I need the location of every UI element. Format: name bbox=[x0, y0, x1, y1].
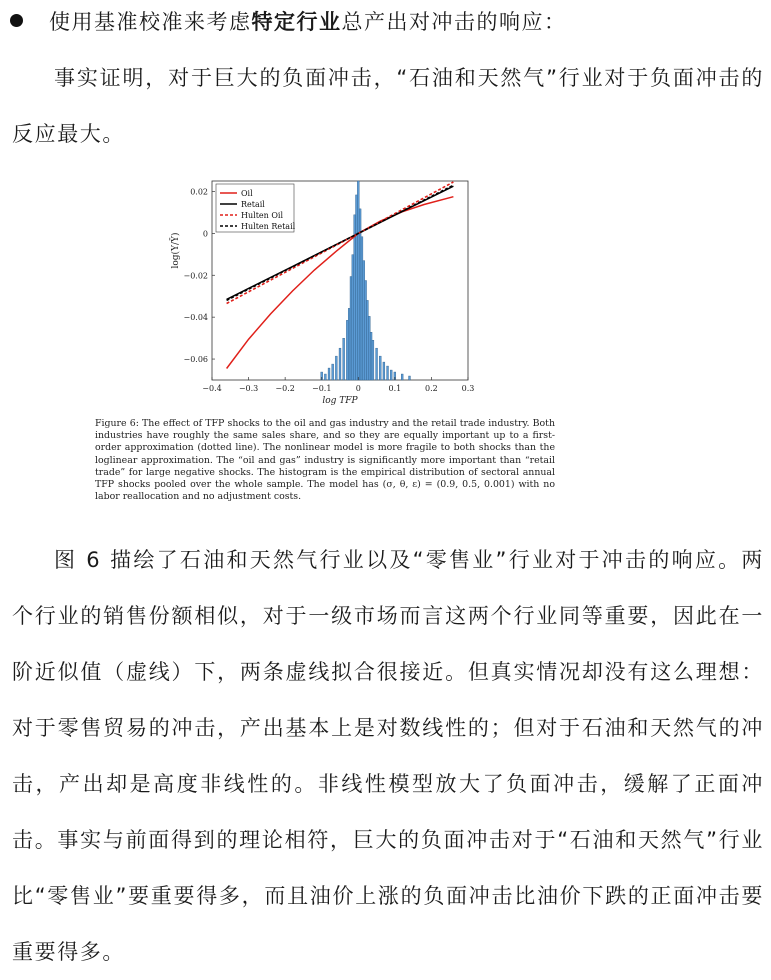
histogram-bar bbox=[383, 362, 385, 380]
histogram-bar bbox=[379, 356, 381, 380]
histogram-bar bbox=[328, 368, 330, 380]
histogram-bar bbox=[348, 308, 350, 380]
histogram-bar bbox=[354, 215, 356, 380]
histogram-bar bbox=[350, 277, 352, 380]
paragraph-figure-discussion: 图 6 描绘了石油和天然气行业以及“零售业”行业对于冲击的响应。两个行业的销售份额相似，对于一级市场而言这两个行业同等重要，因此在一阶近似值（虚线）下，两条虚线拟合很接近。但真实情况却没有这么理想：对于零售贸易的冲击，产出基本上是对数线性的；但对于石油和天然气的冲击，产出却是高度非线性的。非线性模型放大了负面冲击，缓解了正面冲击。事实与前面得到的理论相符，巨大的负面冲击对于“石油和天然气”行业比“零售业”要重要得多，而且油价上涨的负面冲击比油价下跌的正面冲击要重要得多。 bbox=[12, 548, 764, 964]
bullet-text-post: 总产出对冲击的响应： bbox=[341, 10, 567, 34]
histogram-bar bbox=[335, 356, 337, 380]
figure-6-chart bbox=[168, 175, 478, 410]
histogram-bar bbox=[339, 348, 341, 380]
legend-entry: Hulten Retail bbox=[241, 222, 296, 231]
histogram-bar bbox=[361, 237, 363, 380]
histogram-bar bbox=[346, 320, 348, 380]
x-tick-label: −0.4 bbox=[202, 384, 222, 393]
y-tick-label: −0.06 bbox=[183, 355, 208, 365]
legend bbox=[216, 184, 296, 232]
histogram-bar bbox=[343, 338, 345, 380]
histogram-bar bbox=[376, 348, 378, 380]
histogram-bar bbox=[356, 195, 358, 380]
chart-svg bbox=[168, 175, 478, 410]
histogram-bar bbox=[324, 374, 326, 380]
histogram-bar bbox=[359, 209, 361, 380]
histogram-bar bbox=[401, 374, 403, 380]
x-tick-label: 0 bbox=[355, 384, 361, 393]
x-tick-label: 0.2 bbox=[425, 384, 438, 393]
x-tick-label: −0.2 bbox=[275, 384, 295, 393]
histogram-bar bbox=[390, 370, 392, 380]
histogram-bar bbox=[357, 181, 359, 380]
paragraph-oil-gas-response: 事实证明，对于巨大的负面冲击，“石油和天然气”行业对于负面冲击的反应最大。 bbox=[12, 66, 764, 146]
histogram-bar bbox=[409, 376, 411, 380]
legend-entry: Hulten Oil bbox=[241, 211, 284, 220]
figure-caption: Figure 6: The effect of TFP shocks to the oil and gas industry and the retail trade industry. Both industries have roughly the same sales share, and so they are equally important up to a first-order approximation (dotted line). The nonlinear model is more fragile to both shocks than the loglinear approximation. The “oil and gas” industry is significantly more important than “retail trade” for large negative shocks. The histogram is the empirical distribution of sectoral annual TFP shocks pooled over the whole sample. The model has (σ, θ, ε) = (0.9, 0.5, 0.001) with no labor reallocation and no adjustment costs. bbox=[95, 418, 555, 503]
histogram-bar bbox=[365, 281, 367, 381]
y-tick-label: −0.02 bbox=[183, 271, 208, 281]
x-axis-label: log TFP bbox=[322, 396, 358, 406]
bullet-text-pre: 使用基准校准来考虑 bbox=[49, 10, 252, 34]
histogram-bar bbox=[387, 366, 389, 380]
histogram-bar bbox=[332, 364, 334, 380]
histogram-bar bbox=[366, 300, 368, 380]
histogram-bar bbox=[363, 261, 365, 380]
legend-entry: Oil bbox=[241, 189, 253, 198]
histogram-bar bbox=[370, 332, 372, 380]
bullet-text-bold: 特定行业 bbox=[251, 10, 342, 34]
y-axis-label: log(Y/Ȳ) bbox=[171, 232, 181, 269]
y-tick-label: 0 bbox=[202, 229, 208, 239]
x-tick-label: 0.3 bbox=[461, 384, 475, 393]
x-tick-label: 0.1 bbox=[388, 384, 402, 393]
bullet-dot-icon bbox=[10, 14, 23, 27]
y-tick-label: −0.04 bbox=[183, 313, 208, 323]
y-tick-label: 0.02 bbox=[190, 187, 208, 197]
histogram-bar bbox=[352, 255, 354, 380]
histogram-bar bbox=[368, 316, 370, 380]
histogram-bar bbox=[372, 340, 374, 380]
x-tick-label: −0.1 bbox=[311, 384, 332, 393]
x-tick-label: −0.3 bbox=[238, 384, 259, 393]
legend-entry: Retail bbox=[241, 200, 265, 209]
bullet-heading bbox=[10, 8, 760, 36]
